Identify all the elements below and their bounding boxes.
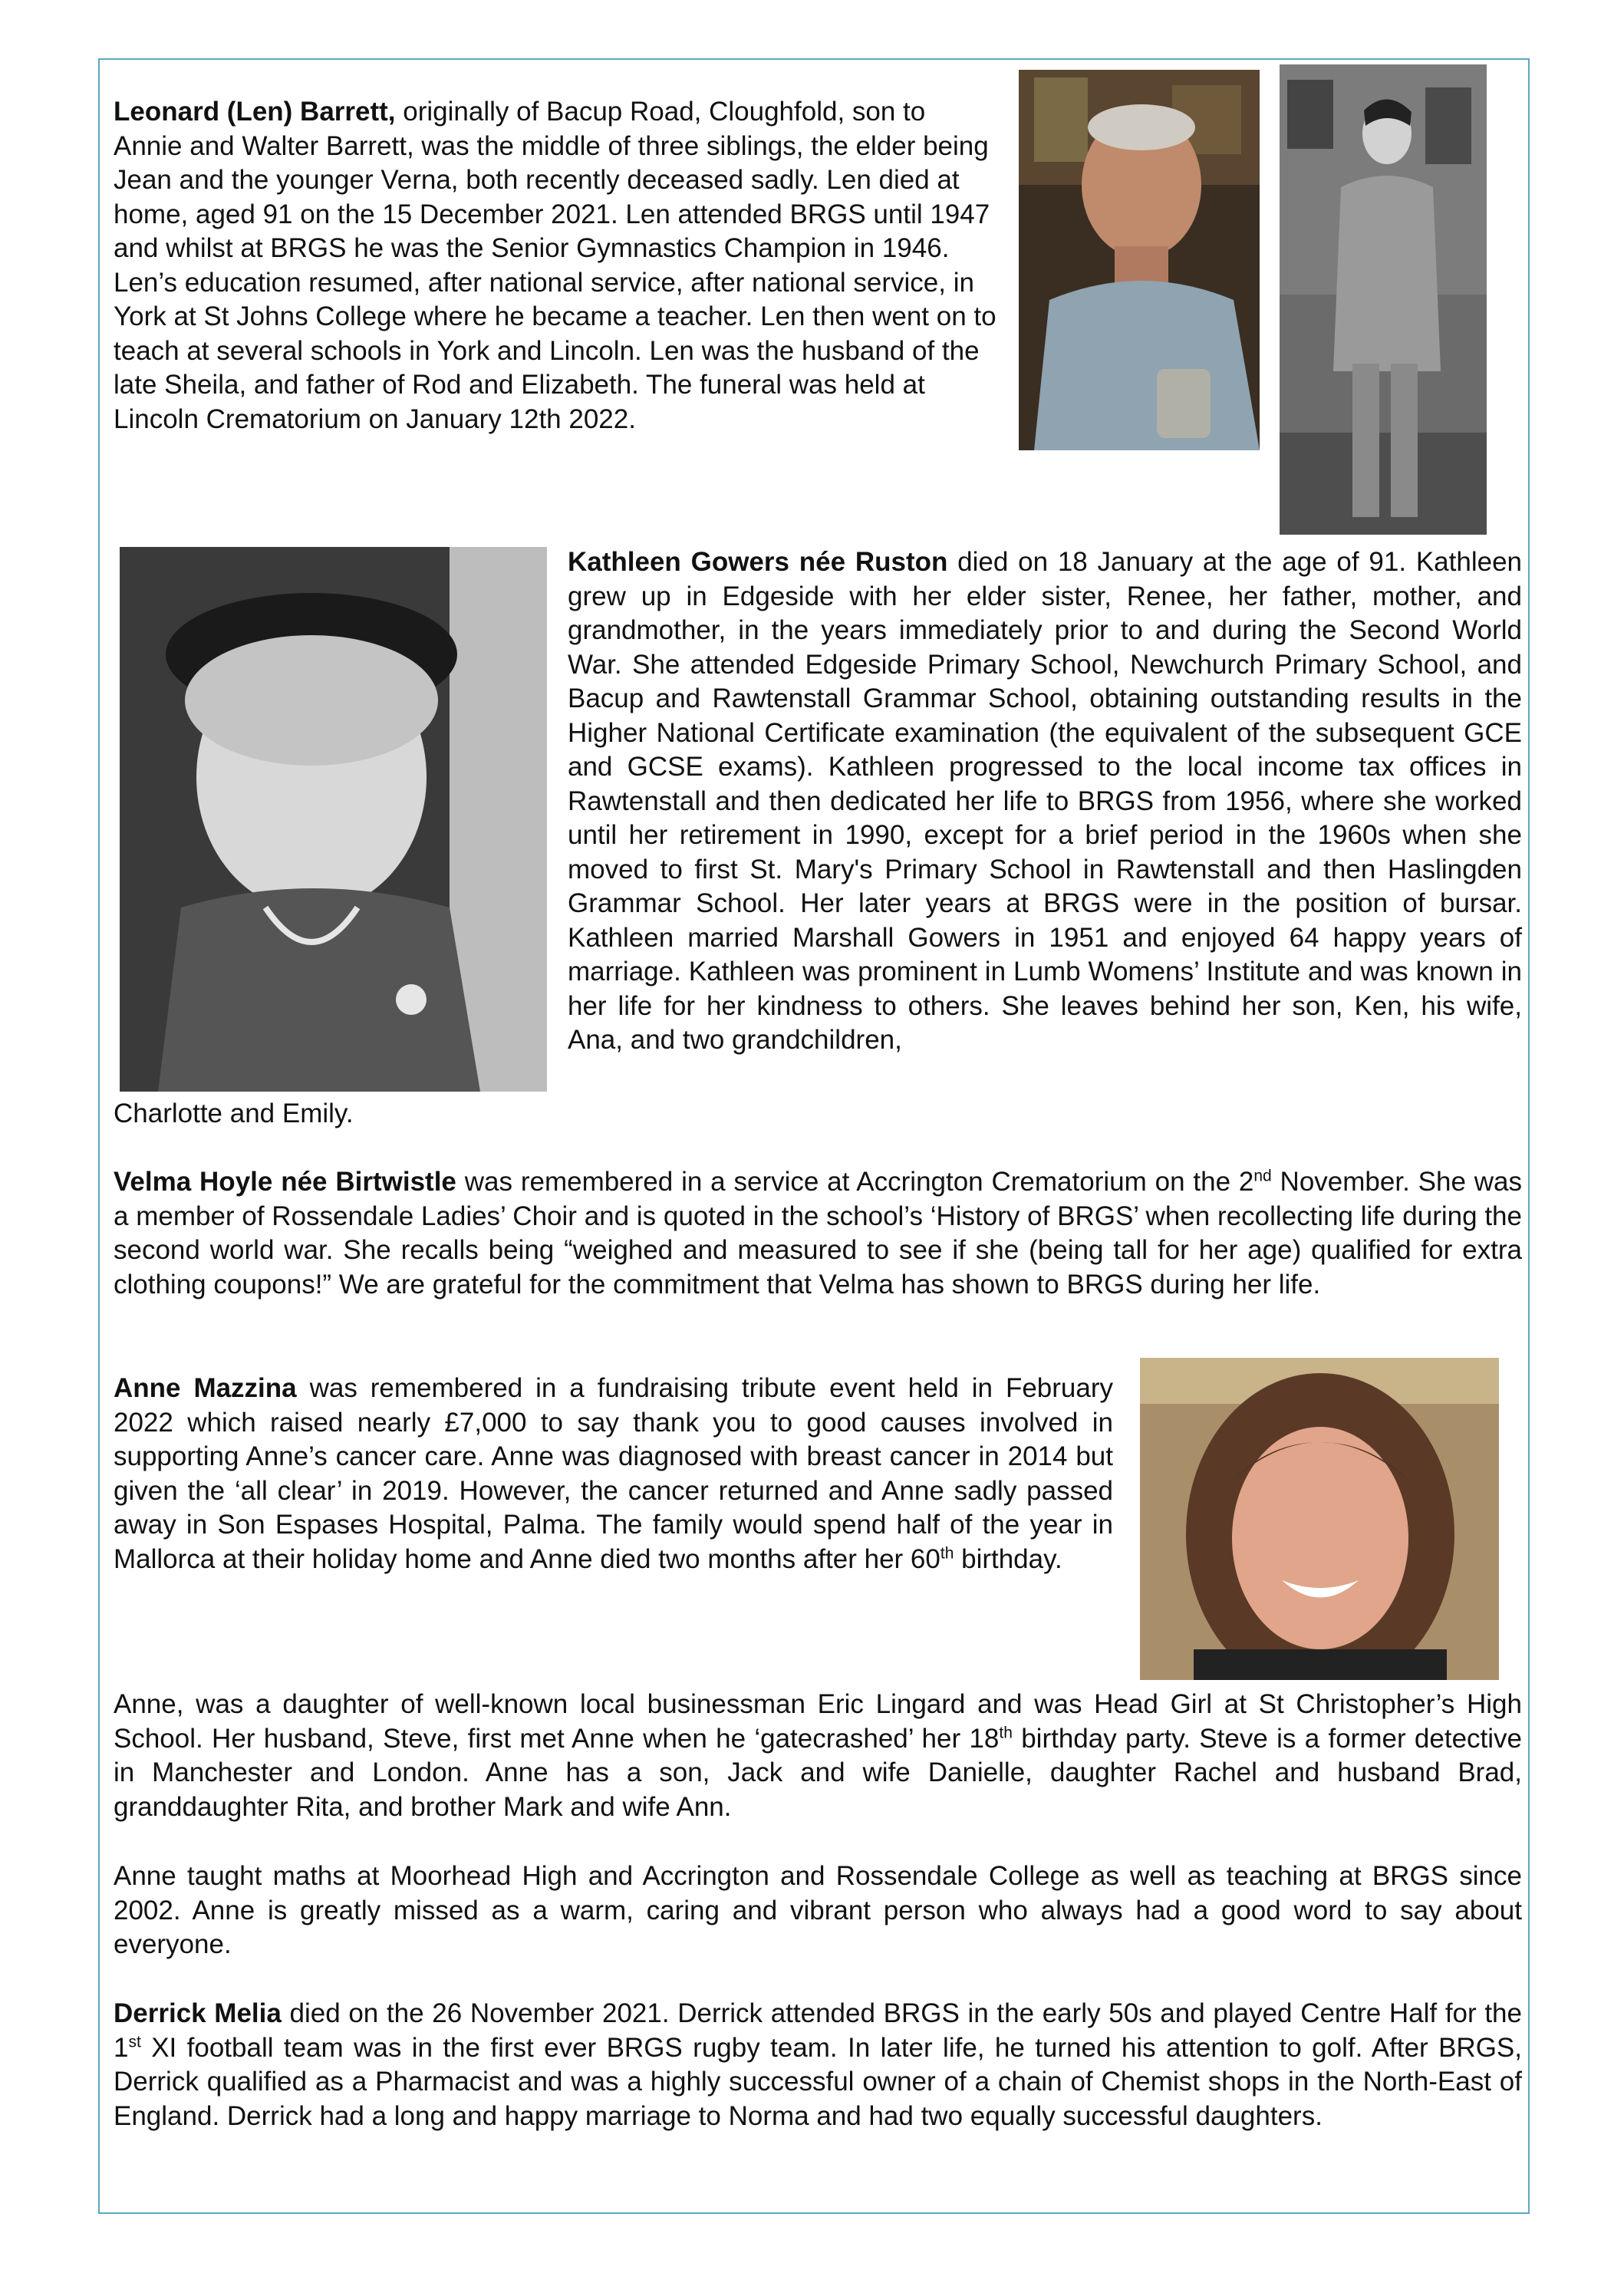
kathleen-gowers-photo xyxy=(120,547,547,1092)
derrick-melia-name: Derrick Melia xyxy=(114,1998,282,2028)
len-barrett-young-photo xyxy=(1280,64,1487,535)
anne-mazzina-name: Anne Mazzina xyxy=(114,1373,297,1403)
kathleen-gowers-obituary-end: Charlotte and Emily. xyxy=(114,1099,354,1128)
len-barrett-text: originally of Bacup Road, Cloughfold, son to Annie and Walter Barrett, was the middle of three siblings, the elder being Jean and the younger Verna, both recently deceased sadly. Len died at home, aged 91 on the 15 December 2021. Len attended BRGS until 1947 and whilst at BRGS he was the Senior Gymnastics Champion in 1946. Len’s education resumed, after national service, after national service, in York at St Johns College where he became a teacher. Len then went on to teach at several schools in York and Lincoln. Len was the husband of the late Sheila, and father of Rod and Elizabeth. The funeral was held at Lincoln Crematorium on January 12th 2022. xyxy=(114,97,996,434)
anne-mazzina-photo xyxy=(1140,1358,1499,1680)
kathleen-gowers-name: Kathleen Gowers née Ruston xyxy=(568,547,948,577)
velma-hoyle-obituary: Velma Hoyle née Birtwistle was remembered in a service at Accrington Crematorium on the 2nd November. She was a member of Rossendale Ladies’ Choir and is quoted in the school’s ‘History of BRGS’ when recollecting life during the second world war. She recalls being “weighed and measured to see if she (being tall for her age) qualified for extra clothing coupons!” We are grateful for the commitment that Velma has shown to BRGS during her life. xyxy=(114,1167,1522,1300)
len-barrett-name: Leonard (Len) Barrett, xyxy=(114,97,396,127)
anne-mazzina-obituary: Anne Mazzina was remembered in a fundraising tribute event held in February 2022 which raised nearly £7,000 to say thank you to good causes involved in supporting Anne’s cancer care. Anne was diagnosed with breast cancer in 2014 but given the ‘all clear’ in 2019. However, the cancer returned and Anne sadly passed away in Son Espases Hospital, Palma. The family would spend half of the year in Mallorca at their holiday home and Anne died two months after her 60th birthday. xyxy=(114,1373,1113,1574)
derrick-melia-obituary: Derrick Melia died on the 26 November 2021. Derrick attended BRGS in the early 50s and played Centre Half for the 1st XI football team was in the first ever BRGS rugby team. In later life, he turned his attention to golf. After BRGS, Derrick qualified as a Pharmacist and was a highly successful owner of a chain of Chemist shops in the North-East of England. Derrick had a long and happy marriage to Norma and had two equally successful daughters. xyxy=(114,1998,1522,2131)
len-barrett-obituary xyxy=(114,95,997,436)
kathleen-gowers-text: died on 18 January at the age of 91. Kathleen grew up in Edgeside with her elder sister, Renee, her father, mother, and grandmother, in the years immediately prior to and during the Second World War. She attended Edgeside Primary School, Newchurch Primary School, and Bacup and Rawtenstall Grammar School, obtaining outstanding results in the Higher National Certificate examination (the equivalent of the subsequent GCE and GCSE exams). Kathleen progressed to the local income tax offices in Rawtenstall and then dedicated her life to BRGS from 1956, where she worked until her retirement in 1990, except for a brief period in the 1960s when she moved to first St. Mary's Primary School in Rawtenstall and then Haslingden Grammar School. Her later years at BRGS were in the position of bursar. Kathleen married Marshall Gowers in 1951 and enjoyed 64 happy years of marriage. Kathleen was prominent in Lumb Womens’ Institute and was known in her life for her kindness to others. She leaves behind her son, Ken, his wife, Ana, and two grandchildren, xyxy=(568,547,1523,1055)
kathleen-gowers-obituary xyxy=(568,545,1522,1058)
len-barrett-recent-photo xyxy=(1019,70,1260,450)
anne-mazzina-paragraph-3: Anne taught maths at Moorhead High and Accrington and Rossendale College as well as teaching at BRGS since 2002. Anne is greatly missed as a warm, caring and vibrant person who always had a good word to say about everyone. xyxy=(114,1861,1522,1959)
anne-mazzina-paragraph-2: Anne, was a daughter of well-known local businessman Eric Lingard and was Head Girl at St Christopher’s High School. Her husband, Steve, first met Anne when he ‘gatecrashed’ her 18th birthday party. Steve is a former detective in Manchester and London. Anne has a son, Jack and wife Danielle, daughter Rachel and husband Brad, granddaughter Rita, and brother Mark and wife Ann. xyxy=(114,1689,1523,1822)
velma-hoyle-name: Velma Hoyle née Birtwistle xyxy=(114,1167,456,1197)
